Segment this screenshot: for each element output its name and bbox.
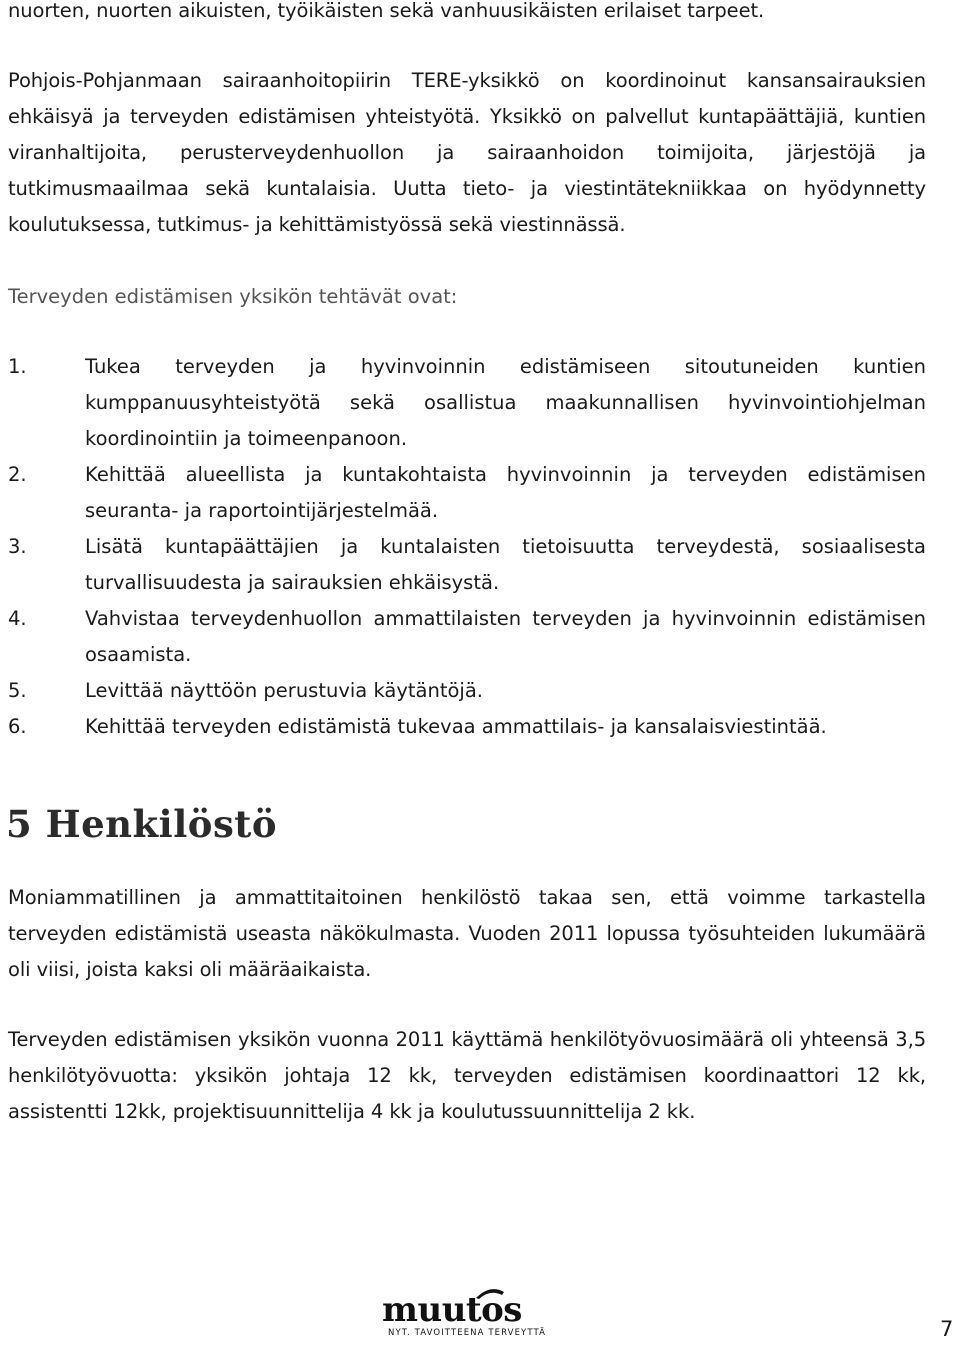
list-item [8, 709, 926, 745]
list-item-number: 5. [8, 679, 27, 702]
list-item-text: Levittää näyttöön perustuvia käytäntöjä. [85, 679, 483, 702]
list-item-number: 2. [8, 463, 27, 486]
page-number: 7 [940, 1317, 954, 1341]
paragraph-staff-1: Moniammatillinen ja ammattitaitoinen henkilöstö takaa sen, että voimme tarkastella terveyden edistämistä useasta näkökulmasta. Vuoden 2011 lopussa työsuhteiden lukumäärä oli viisi, joista kaksi oli määräaikaista. [8, 886, 926, 981]
list-item-text: Vahvistaa terveydenhuollon ammattilaisten terveyden ja hyvinvoinnin edistämisen osaamista. [85, 607, 926, 666]
list-item-number: 6. [8, 715, 27, 738]
list-item [8, 601, 926, 673]
logo-wordmark: muutos [382, 1290, 522, 1330]
list-item-number: 4. [8, 607, 27, 630]
list-item [8, 349, 926, 457]
list-item [8, 673, 926, 709]
muutos-logo [382, 1286, 547, 1350]
paragraph-tere: Pohjois-Pohjanmaan sairaanhoitopiirin TERE-yksikkö on koordinoinut kansansairauksien ehkäisyä ja terveyden edistämisen yhteistyötä. Yksikkö on palvellut kuntapäättäjiä, kuntien viranhaltijoita, perusterveydenhuollon ja sairaanhoidon toimijoita, järjestöjä ja tutkimusmaailmaa sekä kuntalaisia. Uutta tieto- ja viestintätekniikkaa on hyödynnetty koulutuksessa, tutkimus- ja kehittämistyössä sekä viestinnässä. [8, 69, 926, 236]
list-item-text: Kehittää alueellista ja kuntakohtaista hyvinvoinnin ja terveyden edistämisen seuranta- ja raportointijärjestelmää. [85, 463, 926, 522]
list-item [8, 457, 926, 529]
paragraph-staff-2: Terveyden edistämisen yksikön vuonna 2011 käyttämä henkilötyövuosimäärä oli yhteensä 3,5 henkilötyövuotta: yksikön johtaja 12 kk, terveyden edistämisen koordinaattori 12 kk, assistentti 12kk, projektisuunnittelija 4 kk ja koulutussuunnittelija 2 kk. [8, 1028, 926, 1123]
list-item [8, 529, 926, 601]
list-item-number: 1. [8, 355, 27, 378]
tasks-list [8, 349, 926, 745]
list-item-text: Kehittää terveyden edistämistä tukevaa ammattilais- ja kansalaisviestintää. [85, 715, 827, 738]
list-item-text: Lisätä kuntapäättäjien ja kuntalaisten tietoisuutta terveydestä, sosiaalisesta turvallisuudesta ja sairauksien ehkäisystä. [85, 535, 926, 594]
tasks-heading: Terveyden edistämisen yksikön tehtävät ovat: [8, 285, 458, 308]
section-title: 5 Henkilöstö [6, 802, 278, 846]
list-item-number: 3. [8, 535, 27, 558]
list-item-text: Tukea terveyden ja hyvinvoinnin edistämiseen sitoutuneiden kuntien kumppanuusyhteistyötä sekä osallistua maakunnallisen hyvinvointiohjelman koordinointiin ja toimeenpanoon. [85, 355, 926, 450]
intro-continuation: nuorten, nuorten aikuisten, työikäisten sekä vanhuusikäisten erilaiset tarpeet. [8, 0, 765, 22]
logo-tagline: NYT. TAVOITTEENA TERVEYTTÄ [388, 1328, 547, 1338]
